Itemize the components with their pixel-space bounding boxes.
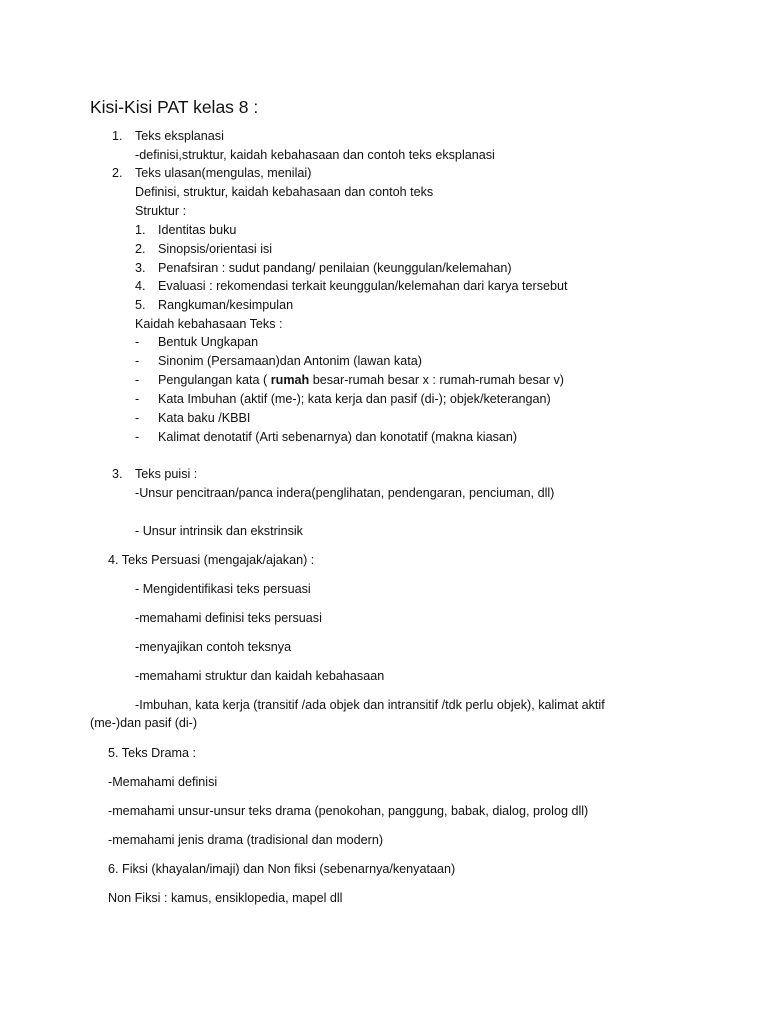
list-item: Sinopsis/orientasi isi (158, 242, 273, 256)
text-line: (me-)dan pasif (di-) (90, 716, 198, 730)
list-number: 2. (135, 242, 146, 256)
list-item: Penafsiran : sudut pandang/ penilaian (keunggulan/kelemahan) (158, 261, 512, 275)
list-item: Rangkuman/kesimpulan (158, 298, 294, 312)
text-line: -memahami unsur-unsur teks drama (penokohan, panggung, babak, dialog, prolog dll) (108, 804, 589, 818)
text-line: Definisi, struktur, kaidah kebahasaan dan contoh teks (135, 185, 434, 199)
list-number: 1. (112, 129, 123, 143)
text-line: -Imbuhan, kata kerja (transitif /ada objek dan intransitif /tdk perlu objek), kalimat aktif (135, 698, 605, 712)
list-number: 2. (112, 166, 123, 180)
section-heading: 5. Teks Drama : (108, 746, 196, 760)
dash-bullet: - (135, 373, 140, 387)
list-item: Evaluasi : rekomendasi terkait keunggulan/kelemahan dari karya tersebut (158, 279, 568, 293)
text-line: Non Fiksi : kamus, ensiklopedia, mapel dll (108, 891, 343, 905)
text-line: -Unsur pencitraan/panca indera(penglihatan, pendengaran, penciuman, dll) (135, 486, 555, 500)
text-line: - Unsur intrinsik dan ekstrinsik (135, 524, 303, 538)
list-item-text: Pengulangan kata ( (158, 373, 271, 387)
list-number: 1. (135, 223, 146, 237)
text-line: -menyajikan contoh teksnya (135, 640, 292, 654)
list-item: Kata Imbuhan (aktif (me-); kata kerja dan pasif (di-); objek/keterangan) (158, 392, 551, 406)
section-heading: 6. Fiksi (khayalan/imaji) dan Non fiksi (sebenarnya/kenyataan) (108, 862, 456, 876)
list-item: Kata baku /KBBI (158, 411, 251, 425)
document-title: Kisi-Kisi PAT kelas 8 : (90, 97, 259, 117)
struktur-label: Struktur : (135, 204, 187, 218)
list-item: Bentuk Ungkapan (158, 335, 259, 349)
section-heading: Teks ulasan(mengulas, menilai) (135, 166, 312, 180)
text-line: -memahami jenis drama (tradisional dan modern) (108, 833, 384, 847)
section-heading: Teks eksplanasi (135, 129, 224, 143)
list-number: 3. (112, 467, 123, 481)
dash-bullet: - (135, 411, 140, 425)
list-number: 3. (135, 261, 146, 275)
list-number: 4. (135, 279, 146, 293)
text-line: -Memahami definisi (108, 775, 218, 789)
text-line: -definisi,struktur, kaidah kebahasaan dan contoh teks eksplanasi (135, 148, 495, 162)
list-item: Identitas buku (158, 223, 237, 237)
list-number: 5. (135, 298, 146, 312)
text-line: -memahami definisi teks persuasi (135, 611, 322, 625)
list-item (158, 372, 564, 388)
dash-bullet: - (135, 335, 140, 349)
dash-bullet: - (135, 392, 140, 406)
dash-bullet: - (135, 354, 140, 368)
list-item-text: besar-rumah besar x : rumah-rumah besar v) (309, 373, 564, 387)
dash-bullet: - (135, 430, 140, 444)
list-item: Sinonim (Persamaan)dan Antonim (lawan kata) (158, 354, 422, 368)
section-heading: 4. Teks Persuasi (mengajak/ajakan) : (108, 553, 315, 567)
section-heading: Teks puisi : (135, 467, 198, 481)
bold-word: rumah (270, 373, 310, 387)
kaidah-label: Kaidah kebahasaan Teks : (135, 317, 283, 331)
list-item: Kalimat denotatif (Arti sebenarnya) dan konotatif (makna kiasan) (158, 430, 518, 444)
text-line: -memahami struktur dan kaidah kebahasaan (135, 669, 385, 683)
text-line: - Mengidentifikasi teks persuasi (135, 582, 311, 596)
